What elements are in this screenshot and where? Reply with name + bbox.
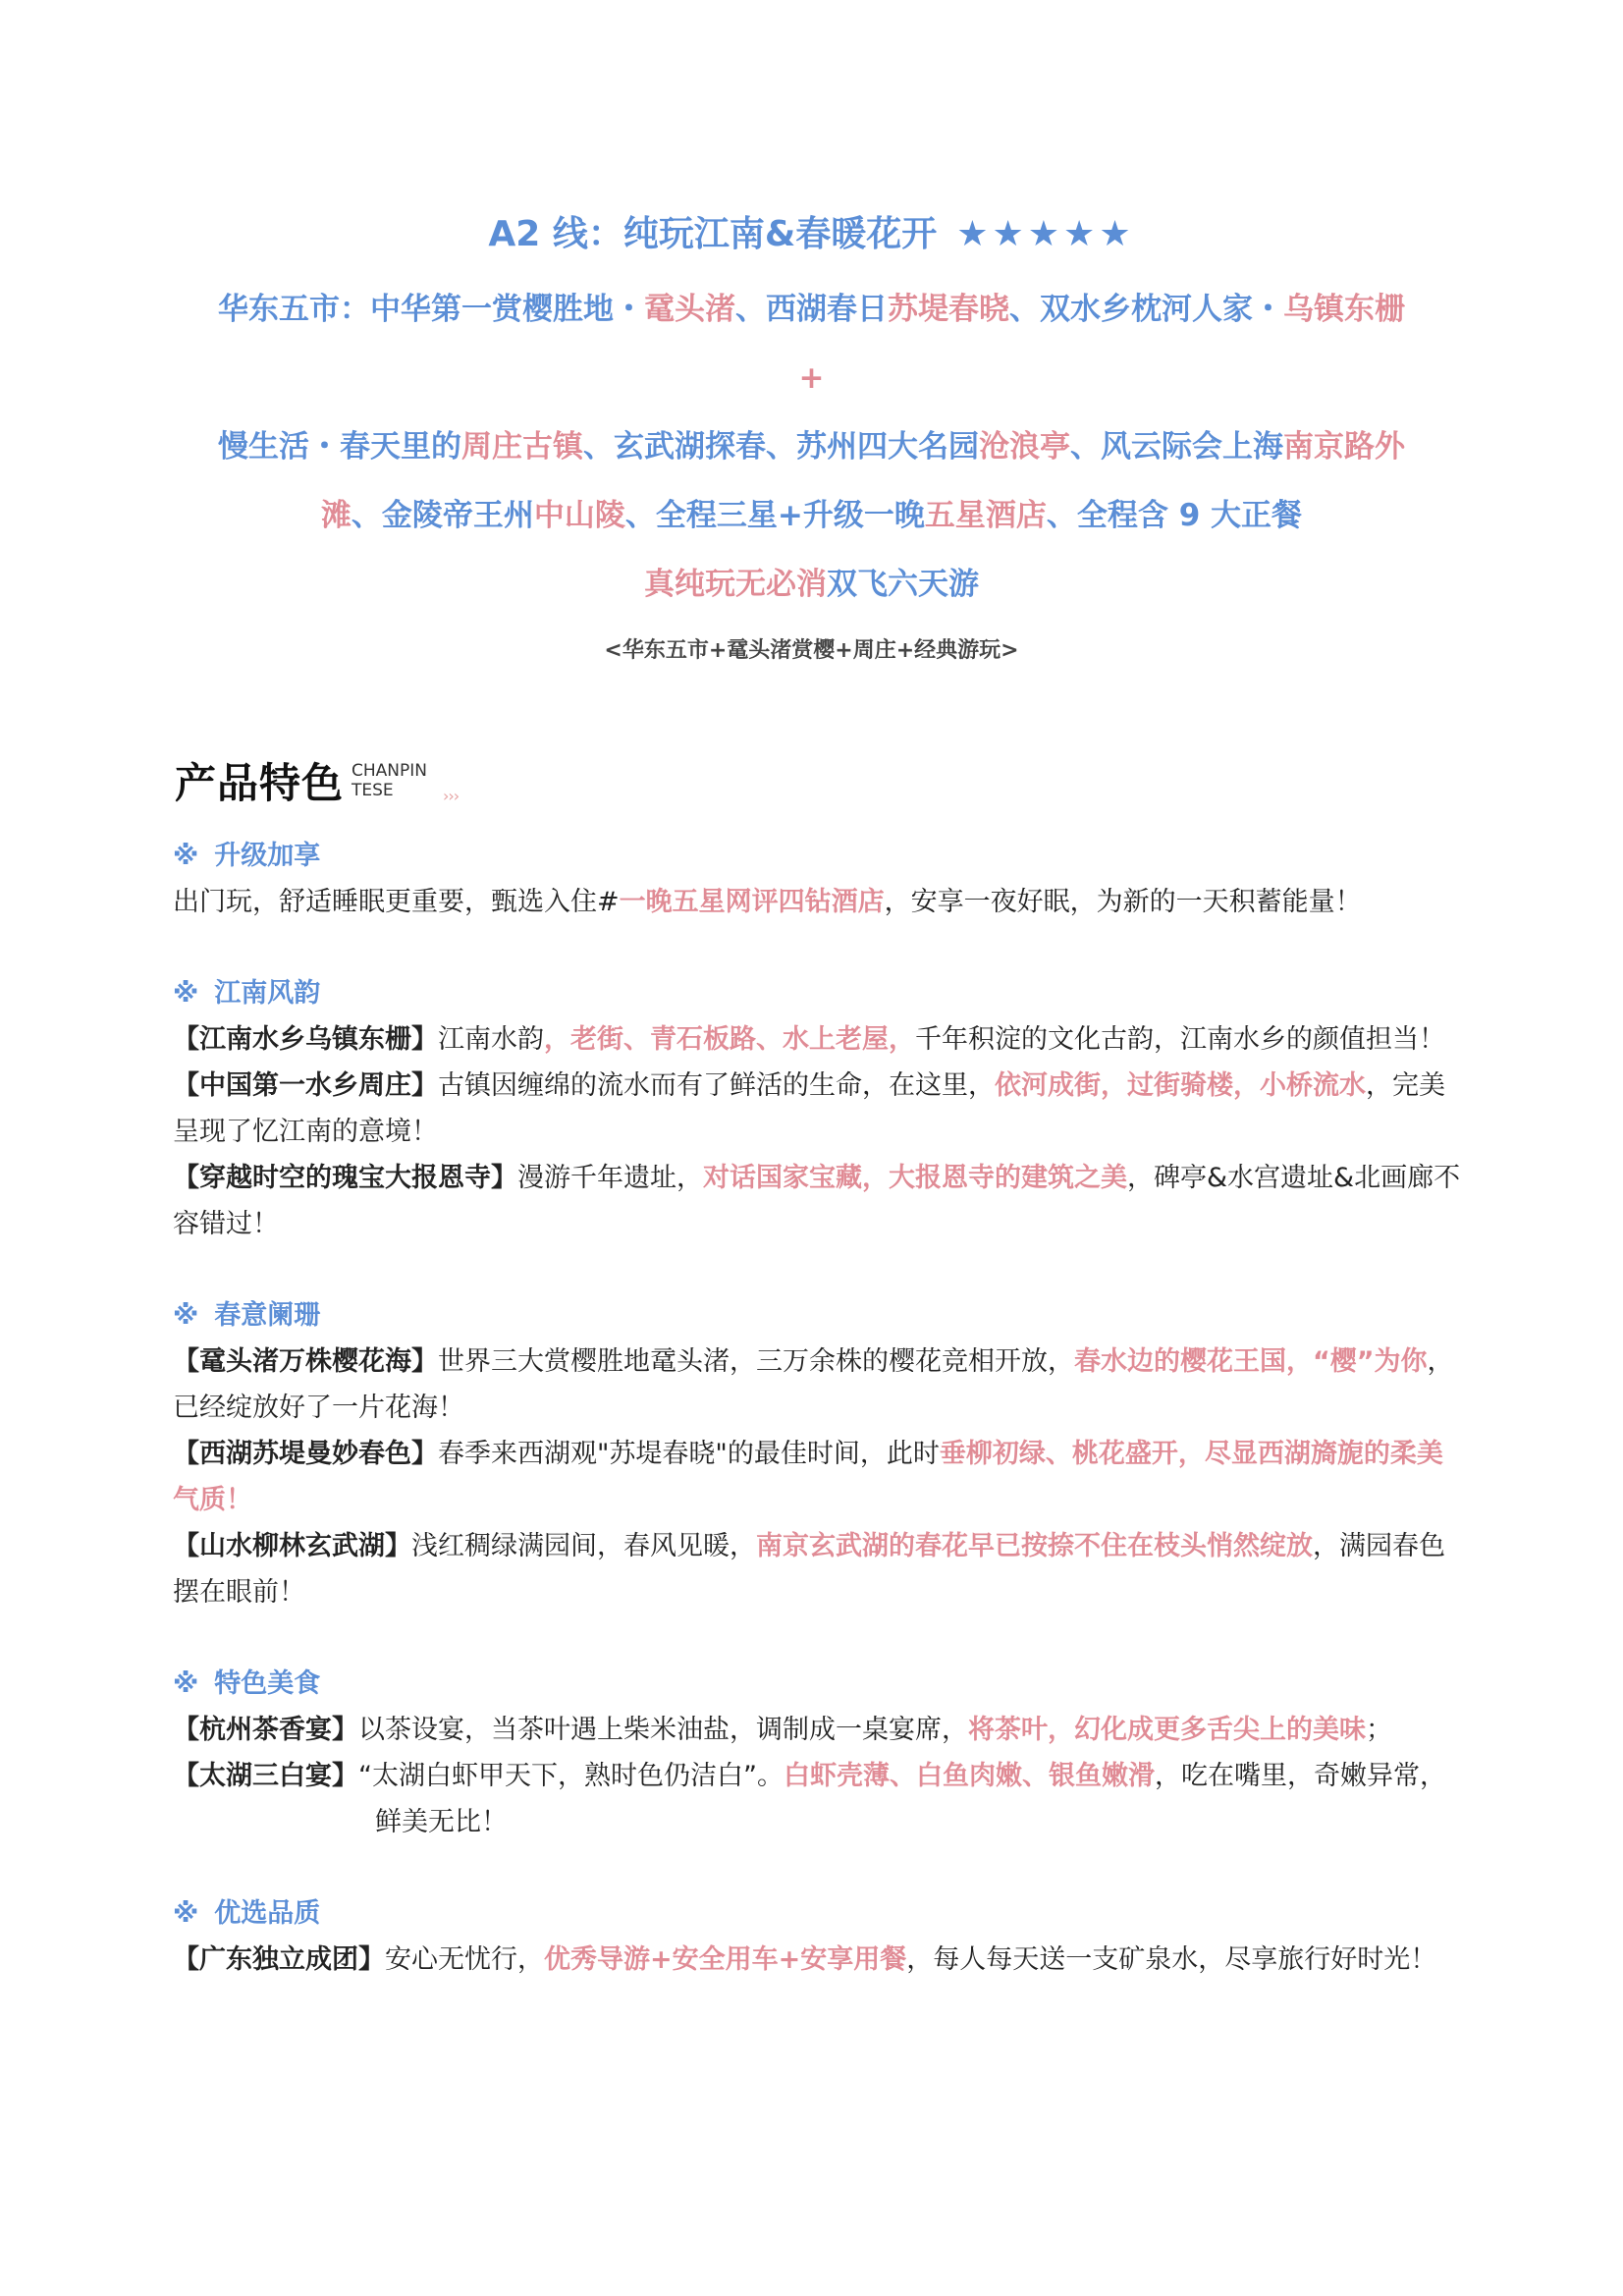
text-segment: 世界三大赏樱胜地鼋头渚，三万余株的樱花竞相开放，	[438, 1346, 1074, 1377]
section-title	[173, 970, 1467, 1016]
feature-paragraph	[173, 1155, 1467, 1247]
feature-paragraph	[173, 1707, 1467, 1753]
section-title	[173, 1661, 1467, 1707]
features-title: 产品特色	[175, 759, 345, 807]
features-title-en-2: TESE	[352, 781, 394, 800]
feature-paragraph	[173, 1523, 1467, 1615]
text-segment: ，满园春色摆在眼前！	[173, 1531, 1445, 1608]
highlight-segment: 滩	[320, 498, 352, 533]
reference-mark-icon: ※	[173, 1668, 199, 1699]
section-title-text: 春意阑珊	[214, 1300, 321, 1331]
text-segment: 优秀导游+安全用车+安享用餐	[544, 1944, 907, 1975]
feature-paragraph	[173, 1937, 1467, 1983]
text-segment: 依河成街，过街骑楼，小桥流水	[995, 1070, 1366, 1101]
section-title	[173, 1890, 1467, 1937]
route-highlights-line-3	[0, 481, 1623, 550]
feature-paragraph	[173, 1431, 1467, 1523]
text-segment: ，完美呈现了忆江南的意境！	[173, 1070, 1445, 1147]
text-segment: ，已经绽放好了一片花海！	[173, 1346, 1454, 1423]
feature-label: 【杭州茶香宴】	[173, 1715, 358, 1745]
text-segment: 垂柳初绿、桃花盛开，尽显西湖旖旎的柔美气质！	[173, 1439, 1443, 1515]
feature-paragraph	[173, 879, 1467, 925]
text-segment: 浅红稠绿满园间，春风见暖，	[411, 1531, 756, 1561]
features-title-en-1: CHANPIN	[352, 761, 427, 781]
highlight-segment: 苏堤春晓	[888, 292, 1009, 327]
highlight-segment: 沧浪亭	[979, 429, 1070, 465]
highlight-segment: 慢生活・春天里的	[218, 429, 461, 465]
highlight-segment: 中山陵	[533, 498, 625, 533]
text-segment: ，碑亭&水宫遗址&北画廊不容错过！	[173, 1163, 1461, 1239]
highlight-segment: 双飞六天游	[827, 567, 979, 602]
feature-paragraph	[173, 1016, 1467, 1063]
feature-label: 【江南水乡乌镇东栅】	[173, 1024, 438, 1055]
text-segment: 千年积淀的文化古韵，江南水乡的颜值担当！	[915, 1024, 1445, 1055]
reference-mark-icon: ※	[173, 978, 199, 1009]
section-title-text: 优选品质	[214, 1898, 321, 1929]
highlight-segment: 真纯玩无必消	[644, 567, 827, 602]
reference-mark-icon: ※	[173, 1898, 199, 1929]
text-segment: 一晚五星网评四钻酒店	[619, 887, 885, 917]
text-segment: ，老街、青石板路、水上老屋，	[544, 1024, 915, 1055]
route-highlights-line-4	[0, 550, 1623, 619]
feature-paragraph	[173, 1063, 1467, 1155]
highlight-segment: 、玄武湖探春、苏州四大名园	[583, 429, 979, 465]
section-title-text: 特色美食	[214, 1668, 321, 1699]
section-title	[173, 833, 1467, 879]
highlight-segment: 、西湖春日	[735, 292, 888, 327]
highlight-segment: 周庄古镇	[461, 429, 583, 465]
rating-stars-icon: ★★★★★	[956, 214, 1135, 254]
feature-paragraph	[173, 1753, 1467, 1845]
text-segment: ；	[1366, 1715, 1392, 1745]
feature-label: 【中国第一水乡周庄】	[173, 1070, 438, 1101]
route-title: A2 线：纯玩江南&春暖花开	[488, 214, 938, 254]
feature-label: 【广东独立成团】	[173, 1944, 385, 1975]
highlight-segment: 、全程三星+升级一晚	[624, 498, 925, 533]
text-segment: “太湖白虾甲天下，熟时色仍洁白”。	[358, 1761, 784, 1791]
highlight-segment: 、金陵帝王州	[351, 498, 534, 533]
feature-paragraph	[173, 1339, 1467, 1431]
text-segment: 对话国家宝藏，大报恩寺的建筑之美	[703, 1163, 1127, 1193]
highlight-segment: 五星酒店	[924, 498, 1047, 533]
feature-label: 【鼋头渚万株樱花海】	[173, 1346, 438, 1377]
feature-label: 【太湖三白宴】	[173, 1761, 358, 1791]
highlight-segment: 、风云际会上海	[1070, 429, 1283, 465]
text-segment: ，每人每天送一支矿泉水，尽享旅行好时光！	[906, 1944, 1437, 1975]
reference-mark-icon: ※	[173, 841, 199, 871]
text-segment: 春季来西湖观"苏堤春晓"的最佳时间，此时	[438, 1439, 940, 1469]
route-highlights-line-1	[0, 275, 1623, 344]
route-highlights-line-2	[0, 412, 1623, 481]
section-title-text: 江南风韵	[214, 978, 321, 1009]
route-subnote: <华东五市+鼋头渚赏樱+周庄+经典游玩>	[604, 638, 1019, 663]
route-title-line	[0, 208, 1623, 261]
features-title-en	[352, 761, 427, 800]
highlight-segment: 南京路外	[1283, 429, 1405, 465]
text-segment: ，吃在嘴里，奇嫩异常，鲜美无比！	[375, 1761, 1446, 1837]
highlight-segment: 、全程含 9 大正餐	[1046, 498, 1303, 533]
highlight-segment: 乌镇东栅	[1283, 292, 1405, 327]
route-plus: +	[798, 360, 825, 396]
text-segment: 南京玄武湖的春花早已按捺不住在枝头悄然绽放	[756, 1531, 1313, 1561]
text-segment: ，安享一夜好眠，为新的一天积蓄能量！	[884, 887, 1362, 917]
text-segment: 出门玩，舒适睡眠更重要，甄选入住#	[173, 887, 620, 917]
section-title-text: 升级加享	[214, 841, 321, 871]
highlight-segment: 、双水乡枕河人家・	[1009, 292, 1283, 327]
text-segment: 春水边的樱花王国，“樱”为你	[1074, 1346, 1428, 1377]
feature-label: 【西湖苏堤曼妙春色】	[173, 1439, 438, 1469]
text-segment: 将茶叶，幻化成更多舌尖上的美味	[968, 1715, 1366, 1745]
features-content	[173, 833, 1467, 1983]
text-segment: 安心无忧行，	[385, 1944, 544, 1975]
text-segment: 漫游千年遗址，	[517, 1163, 703, 1193]
route-header	[0, 208, 1623, 668]
chevrons-icon: ›››	[443, 787, 460, 805]
highlight-segment: 鼋头渚	[644, 292, 735, 327]
feature-label: 【山水柳林玄武湖】	[173, 1531, 411, 1561]
text-segment: 古镇因缠绵的流水而有了鲜活的生命，在这里，	[438, 1070, 995, 1101]
text-segment: 白虾壳薄、白鱼肉嫩、银鱼嫩滑	[783, 1761, 1155, 1791]
feature-label: 【穿越时空的瑰宝大报恩寺】	[173, 1163, 517, 1193]
text-segment: 江南水韵	[438, 1024, 544, 1055]
highlight-segment: 华东五市：中华第一赏樱胜地・	[218, 292, 644, 327]
reference-mark-icon: ※	[173, 1300, 199, 1331]
section-title	[173, 1292, 1467, 1339]
text-segment: 以茶设宴，当茶叶遇上柴米油盐，调制成一桌宴席，	[358, 1715, 968, 1745]
